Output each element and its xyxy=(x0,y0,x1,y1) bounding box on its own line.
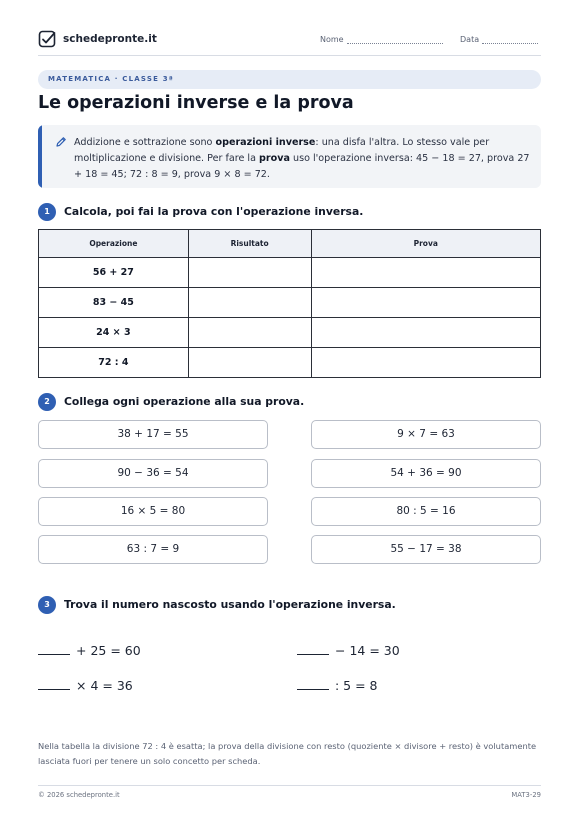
proof-answer-cell[interactable] xyxy=(311,348,540,378)
operation-cell: 24 × 3 xyxy=(39,318,189,348)
match-operation-box[interactable]: 38 + 17 = 55 xyxy=(38,420,268,449)
table-header-row xyxy=(39,230,541,258)
fill-equation: × 4 = 36 xyxy=(76,678,133,693)
fill-equation: − 14 = 30 xyxy=(335,643,400,658)
intro-box xyxy=(38,125,541,188)
match-proof-box[interactable]: 54 + 36 = 90 xyxy=(311,459,541,488)
fill-equation: + 25 = 60 xyxy=(76,643,141,658)
brand-name: schedepronte.it xyxy=(63,33,157,45)
section-3-number: 3 xyxy=(38,596,56,614)
page-header xyxy=(38,30,541,52)
col-header-prova: Prova xyxy=(311,230,540,258)
col-header-risultato: Risultato xyxy=(188,230,311,258)
result-answer-cell[interactable] xyxy=(188,288,311,318)
answer-blank[interactable] xyxy=(38,640,70,655)
result-answer-cell[interactable] xyxy=(188,258,311,288)
name-field[interactable] xyxy=(320,35,443,44)
result-answer-cell[interactable] xyxy=(188,318,311,348)
section-1-number: 1 xyxy=(38,203,56,221)
teacher-note: Nella tabella la divisione 72 : 4 è esatta; la prova della divisione con resto (quoziente × divisore + resto) è volutamente lasciata fuori per tenere un solo concetto per scheda. xyxy=(38,741,537,766)
section-1-title: Calcola, poi fai la prova con l'operazione inversa. xyxy=(64,205,364,218)
name-line[interactable] xyxy=(347,35,443,44)
answer-blank[interactable] xyxy=(297,640,329,655)
fill-item xyxy=(297,640,400,658)
proof-answer-cell[interactable] xyxy=(311,258,540,288)
table-row xyxy=(39,318,541,348)
proof-answer-cell[interactable] xyxy=(311,318,540,348)
match-proof-box[interactable]: 55 − 17 = 38 xyxy=(311,535,541,564)
result-answer-cell[interactable] xyxy=(188,348,311,378)
pencil-icon xyxy=(55,136,67,148)
footer-copyright: © 2026 schedepronte.it xyxy=(38,791,120,799)
table-row xyxy=(39,258,541,288)
operation-cell: 72 : 4 xyxy=(39,348,189,378)
section-2-title: Collega ogni operazione alla sua prova. xyxy=(64,395,305,408)
fill-equation: : 5 = 8 xyxy=(335,678,378,693)
fill-item xyxy=(38,675,133,693)
operation-cell: 56 + 27 xyxy=(39,258,189,288)
match-operation-box[interactable]: 63 : 7 = 9 xyxy=(38,535,268,564)
table-row xyxy=(39,288,541,318)
section-3-title: Trova il numero nascosto usando l'operazione inversa. xyxy=(64,598,396,611)
match-operation-box[interactable]: 90 − 36 = 54 xyxy=(38,459,268,488)
match-operation-box[interactable]: 16 × 5 = 80 xyxy=(38,497,268,526)
bold-term-inverse: operazioni inverse xyxy=(215,137,316,148)
checkbox-logo-icon xyxy=(38,30,56,48)
page-title: Le operazioni inverse e la prova xyxy=(38,93,354,113)
fill-item xyxy=(297,675,378,693)
footer-divider xyxy=(38,785,541,786)
match-proof-box[interactable]: 9 × 7 = 63 xyxy=(311,420,541,449)
name-label: Nome xyxy=(320,35,344,44)
footer-code: MAT3-29 xyxy=(511,791,541,799)
answer-blank[interactable] xyxy=(297,675,329,690)
table-row xyxy=(39,348,541,378)
fill-item xyxy=(38,640,141,658)
match-proof-box[interactable]: 80 : 5 = 16 xyxy=(311,497,541,526)
worksheet-page xyxy=(38,0,541,819)
answer-blank[interactable] xyxy=(38,675,70,690)
date-line[interactable] xyxy=(482,35,538,44)
date-label: Data xyxy=(460,35,480,44)
section-2-number: 2 xyxy=(38,393,56,411)
subject-badge xyxy=(38,70,541,89)
bold-term-prova: prova xyxy=(259,153,290,164)
header-divider xyxy=(38,55,541,56)
operations-table xyxy=(38,229,541,378)
proof-answer-cell[interactable] xyxy=(311,288,540,318)
col-header-operazione: Operazione xyxy=(39,230,189,258)
subject-label: MATEMATICA · CLASSE 3ª xyxy=(48,75,174,83)
intro-accent-bar xyxy=(38,125,42,188)
intro-text: Addizione e sottrazione sono operazioni inverse: una disfa l'altra. Lo stesso vale per moltiplicazione e divisione. Per fare la prova uso l'operazione inversa: 45 − 18 = 27, prova 27 + 18 = 45; 72 : 8 = 9, prova 9 × 8 = 72. xyxy=(74,137,530,180)
operation-cell: 83 − 45 xyxy=(39,288,189,318)
date-field[interactable] xyxy=(460,35,538,44)
